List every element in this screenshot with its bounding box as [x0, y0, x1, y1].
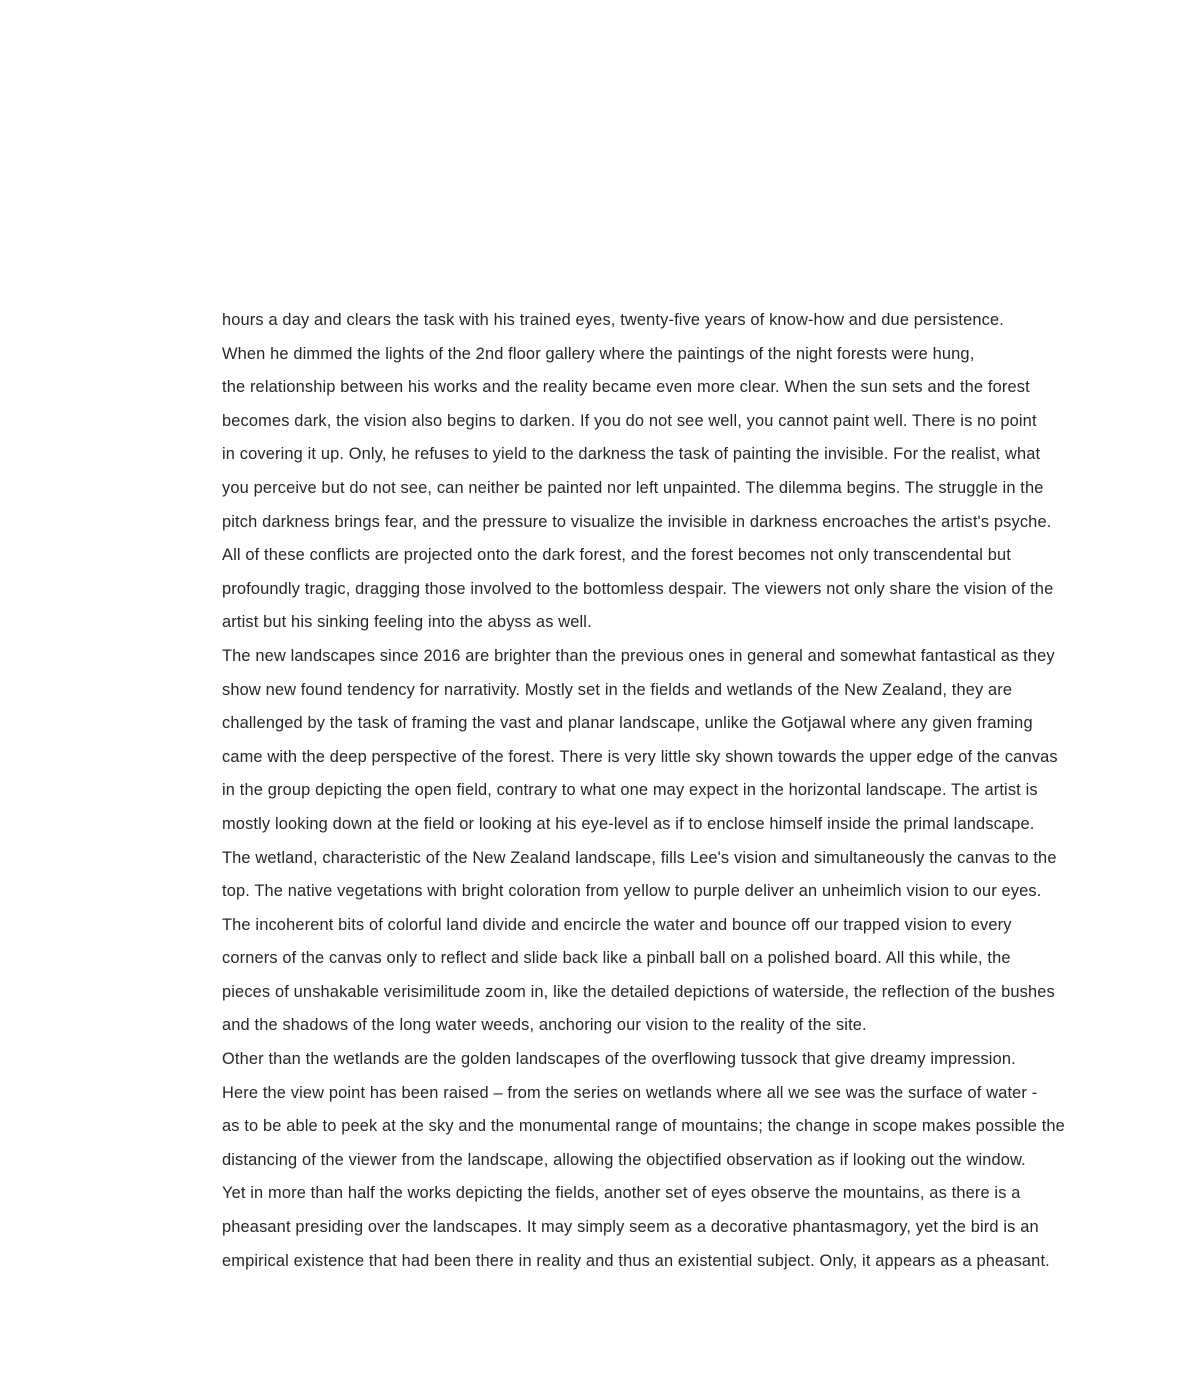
text-line: When he dimmed the lights of the 2nd floor gallery where the paintings of the night forests were hung,	[222, 344, 975, 363]
text-line: in covering it up. Only, he refuses to yield to the darkness the task of painting the invisible. For the realist, what	[222, 445, 1041, 464]
text-line: pheasant presiding over the landscapes. It may simply seem as a decorative phantasmagory, yet the bird is an	[222, 1218, 1039, 1237]
text-line: pieces of unshakable verisimilitude zoom in, like the detailed depictions of waterside, the reflection of the bushes	[222, 982, 1055, 1001]
text-line: Here the view point has been raised – from the series on wetlands where all we see was the surface of water -	[222, 1083, 1038, 1102]
text-line: artist but his sinking feeling into the abyss as well.	[222, 613, 592, 632]
body-text	[222, 304, 1147, 1278]
text-line: show new found tendency for narrativity. Mostly set in the fields and wetlands of the New Zealand, they are	[222, 680, 1013, 699]
text-line: distancing of the viewer from the landscape, allowing the objectified observation as if looking out the window.	[222, 1150, 1026, 1169]
text-line: as to be able to peek at the sky and the monumental range of mountains; the change in scope makes possible the	[222, 1117, 1065, 1136]
text-line: top. The native vegetations with bright coloration from yellow to purple deliver an unheimlich vision to our eyes.	[222, 882, 1042, 901]
text-line: The new landscapes since 2016 are brighter than the previous ones in general and somewhat fantastical as they	[222, 646, 1055, 665]
text-line: hours a day and clears the task with his trained eyes, twenty-five years of know-how and due persistence.	[222, 311, 1004, 329]
text-line: becomes dark, the vision also begins to darken. If you do not see well, you cannot paint well. There is no point	[222, 411, 1037, 430]
text-line: The wetland, characteristic of the New Zealand landscape, fills Lee's vision and simultaneously the canvas to the	[222, 848, 1057, 867]
text-line: pitch darkness brings fear, and the pressure to visualize the invisible in darkness encroaches the artist's psyche.	[222, 512, 1052, 531]
text-line: and the shadows of the long water weeds, anchoring our vision to the reality of the site.	[222, 1016, 867, 1035]
text-line: The incoherent bits of colorful land divide and encircle the water and bounce off our trapped vision to every	[222, 915, 1012, 934]
text-line: Yet in more than half the works depicting the fields, another set of eyes observe the mountains, as there is a	[222, 1184, 1021, 1203]
text-line: you perceive but do not see, can neither be painted nor left unpainted. The dilemma begins. The struggle in the	[222, 478, 1044, 497]
text-line: the relationship between his works and the reality became even more clear. When the sun sets and the forest	[222, 378, 1030, 397]
text-line: came with the deep perspective of the forest. There is very little sky shown towards the upper edge of the canvas	[222, 747, 1058, 766]
text-line: in the group depicting the open field, contrary to what one may expect in the horizontal landscape. The artist is	[222, 781, 1038, 800]
text-line: All of these conflicts are projected onto the dark forest, and the forest becomes not only transcendental but	[222, 546, 1011, 565]
text-line: mostly looking down at the field or looking at his eye-level as if to enclose himself inside the primal landscape.	[222, 814, 1035, 833]
text-line: corners of the canvas only to reflect and slide back like a pinball ball on a polished board. All this while, the	[222, 949, 1011, 968]
text-line: profoundly tragic, dragging those involved to the bottomless despair. The viewers not only share the vision of the	[222, 579, 1054, 598]
text-line: empirical existence that had been there in reality and thus an existential subject. Only, it appears as a pheasant.	[222, 1251, 1050, 1270]
text-line: Other than the wetlands are the golden landscapes of the overflowing tussock that give dreamy impression.	[222, 1050, 1016, 1069]
text-line: challenged by the task of framing the vast and planar landscape, unlike the Gotjawal where any given framing	[222, 714, 1033, 733]
